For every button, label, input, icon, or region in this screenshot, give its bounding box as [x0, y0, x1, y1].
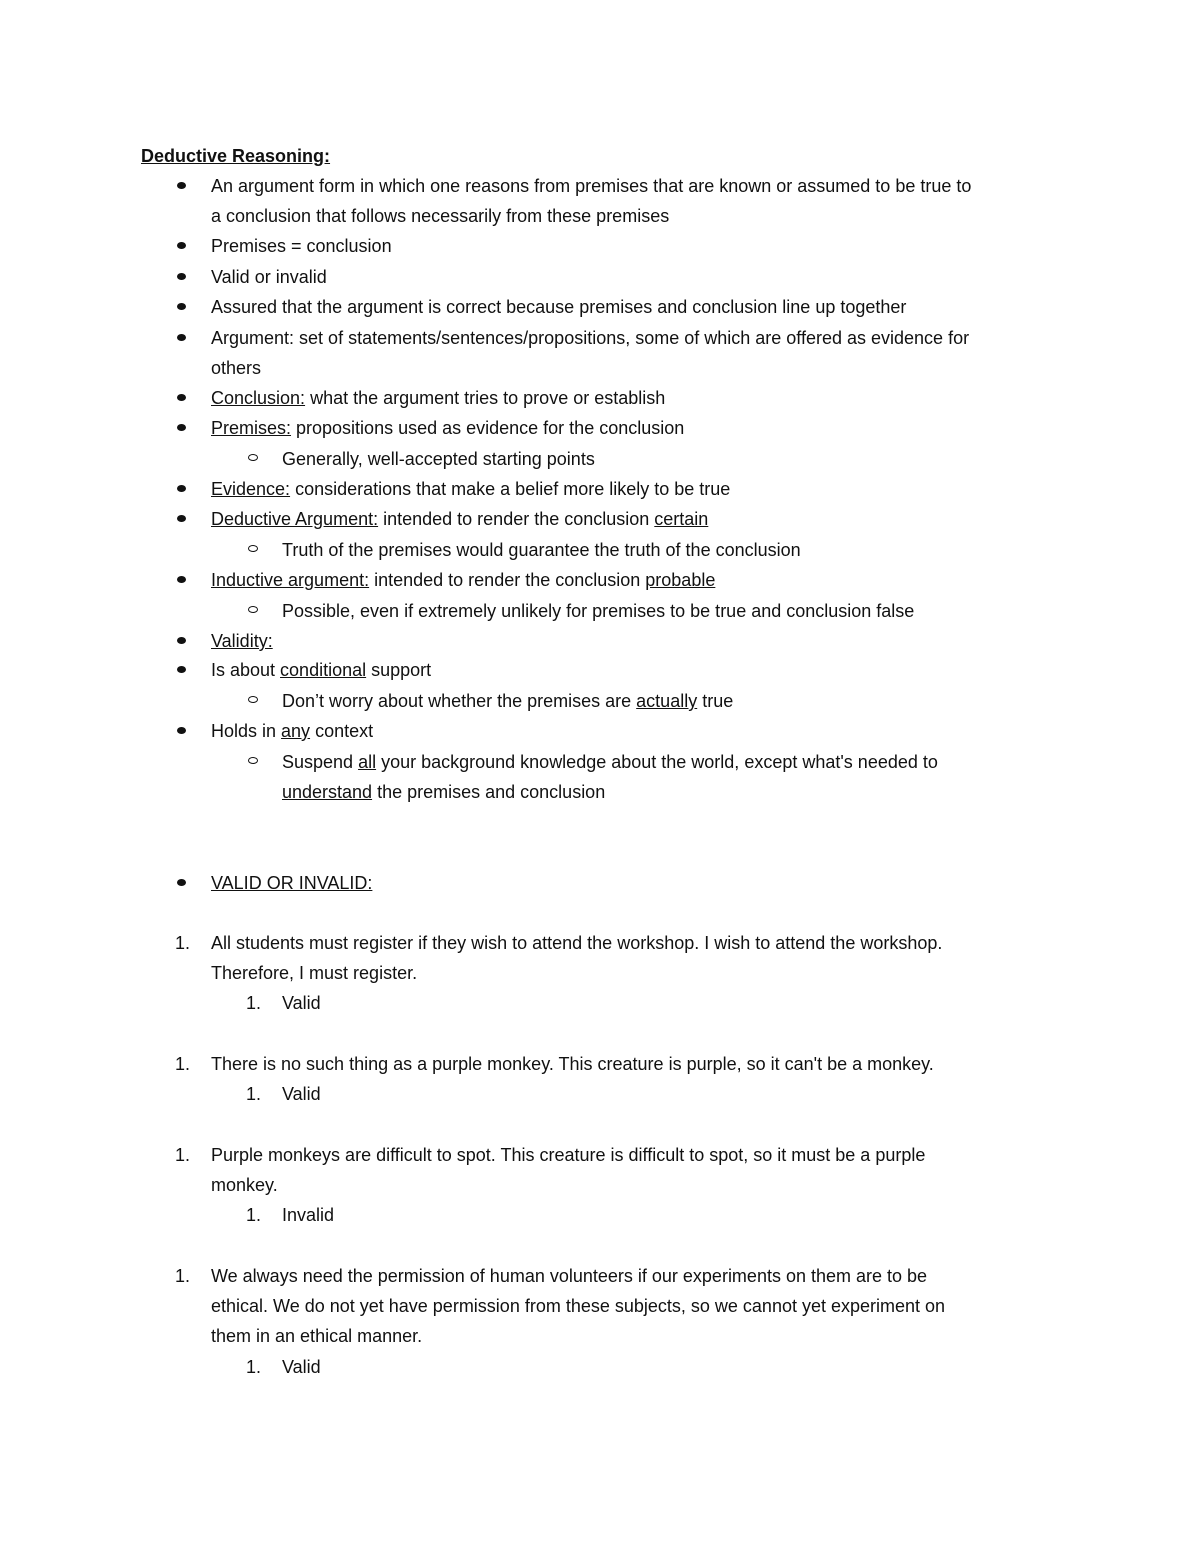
- term-premises: Premises:: [211, 418, 292, 438]
- bullet-icon: [177, 879, 186, 886]
- bullet-text: [211, 871, 372, 895]
- sub-list-number: 1.: [246, 1205, 262, 1225]
- bullet-text: [211, 386, 665, 410]
- bullet-icon: [177, 334, 186, 341]
- sub-list-number: 1.: [246, 993, 262, 1013]
- bullet-text: [211, 568, 715, 592]
- list-number: 1.: [175, 933, 191, 953]
- sub-bullet-text: Possible, even if extremely unlikely for premises to be true and conclusion false: [282, 601, 915, 621]
- bullet-text: [211, 416, 684, 440]
- text-part: context: [310, 721, 374, 741]
- bullet-icon: [177, 424, 186, 431]
- answer-text: Invalid: [282, 1205, 335, 1225]
- question-text: All students must register if they wish to attend the workshop. I wish to attend the workshop.: [211, 933, 943, 953]
- question-text-cont: monkey.: [211, 1175, 278, 1195]
- emphasis-word: any: [281, 721, 311, 741]
- emphasis-word: probable: [645, 570, 716, 590]
- bullet-text: Argument: set of statements/sentences/propositions, some of which are offered as evidence for: [211, 328, 970, 348]
- emphasis-word: all: [358, 752, 377, 772]
- text-part: Holds in: [211, 721, 282, 741]
- text-part: Don’t worry about whether the premises are: [282, 691, 637, 711]
- bullet-icon: [177, 242, 186, 249]
- valid-invalid-heading: VALID OR INVALID:: [211, 873, 373, 893]
- bullet-icon: [177, 273, 186, 280]
- sub-bullet-text: [282, 689, 733, 713]
- sub-bullet-text: Generally, well-accepted starting points: [282, 449, 595, 469]
- bullet-text: [211, 477, 730, 501]
- question-text: We always need the permission of human volunteers if our experiments on them are to be: [211, 1266, 928, 1286]
- sub-bullet-icon: [248, 454, 258, 461]
- sub-bullet-text: Truth of the premises would guarantee the truth of the conclusion: [282, 540, 801, 560]
- term-conclusion: Conclusion:: [211, 388, 306, 408]
- definition-text: propositions used as evidence for the conclusion: [291, 418, 685, 438]
- bullet-text-cont: others: [211, 358, 262, 378]
- emphasis-word: actually: [636, 691, 698, 711]
- text-part: support: [366, 660, 432, 680]
- term-evidence: Evidence:: [211, 479, 291, 499]
- bullet-text: Premises = conclusion: [211, 236, 392, 256]
- bullet-text: [211, 507, 708, 531]
- emphasis-word: conditional: [280, 660, 367, 680]
- definition-text: intended to render the conclusion: [369, 570, 646, 590]
- sub-list-number: 1.: [246, 1357, 262, 1377]
- bullet-text: [211, 658, 431, 682]
- definition-text: what the argument tries to prove or establish: [305, 388, 666, 408]
- bullet-icon: [177, 485, 186, 492]
- list-number: 1.: [175, 1145, 191, 1165]
- bullet-icon: [177, 727, 186, 734]
- sub-bullet-icon: [248, 757, 258, 764]
- answer-text: Valid: [282, 1357, 321, 1377]
- sub-bullet-icon: [248, 606, 258, 613]
- bullet-icon: [177, 576, 186, 583]
- definition-text: intended to render the conclusion: [378, 509, 655, 529]
- list-number: 1.: [175, 1266, 191, 1286]
- bullet-icon: [177, 515, 186, 522]
- answer-text: Valid: [282, 1084, 321, 1104]
- text-part: your background knowledge about the world, except what's needed to: [376, 752, 938, 772]
- term-validity: Validity:: [211, 631, 273, 651]
- bullet-text: An argument form in which one reasons from premises that are known or assumed to be true to: [211, 176, 972, 196]
- bullet-text: Assured that the argument is correct because premises and conclusion line up together: [211, 297, 907, 317]
- sub-list-number: 1.: [246, 1084, 262, 1104]
- bullet-text-cont: a conclusion that follows necessarily from these premises: [211, 206, 670, 226]
- bullet-text: [211, 629, 273, 653]
- section-heading: Deductive Reasoning:: [141, 146, 331, 166]
- bullet-icon: [177, 637, 186, 644]
- bullet-icon: [177, 666, 186, 673]
- text-part: the premises and conclusion: [372, 782, 606, 802]
- text-part: true: [697, 691, 734, 711]
- sub-bullet-icon: [248, 696, 258, 703]
- list-number: 1.: [175, 1054, 191, 1074]
- bullet-icon: [177, 182, 186, 189]
- bullet-text: Valid or invalid: [211, 267, 327, 287]
- emphasis-word: certain: [654, 509, 709, 529]
- question-text: Purple monkeys are difficult to spot. This creature is difficult to spot, so it must be a purple: [211, 1145, 926, 1165]
- question-text-cont: ethical. We do not yet have permission from these subjects, so we cannot yet experiment on: [211, 1296, 946, 1316]
- term-deductive-argument: Deductive Argument:: [211, 509, 379, 529]
- question-text-cont: them in an ethical manner.: [211, 1326, 423, 1346]
- bullet-icon: [177, 303, 186, 310]
- emphasis-word: understand: [282, 782, 373, 802]
- text-part: Suspend: [282, 752, 359, 772]
- sub-bullet-text: [282, 750, 938, 774]
- answer-text: Valid: [282, 993, 321, 1013]
- sub-bullet-icon: [248, 545, 258, 552]
- bullet-text: [211, 719, 373, 743]
- bullet-icon: [177, 394, 186, 401]
- question-text: There is no such thing as a purple monkey. This creature is purple, so it can't be a monkey.: [211, 1054, 934, 1074]
- term-inductive-argument: Inductive argument:: [211, 570, 370, 590]
- question-text-cont: Therefore, I must register.: [211, 963, 418, 983]
- definition-text: considerations that make a belief more likely to be true: [290, 479, 731, 499]
- sub-bullet-text-cont: [282, 780, 605, 804]
- text-part: Is about: [211, 660, 281, 680]
